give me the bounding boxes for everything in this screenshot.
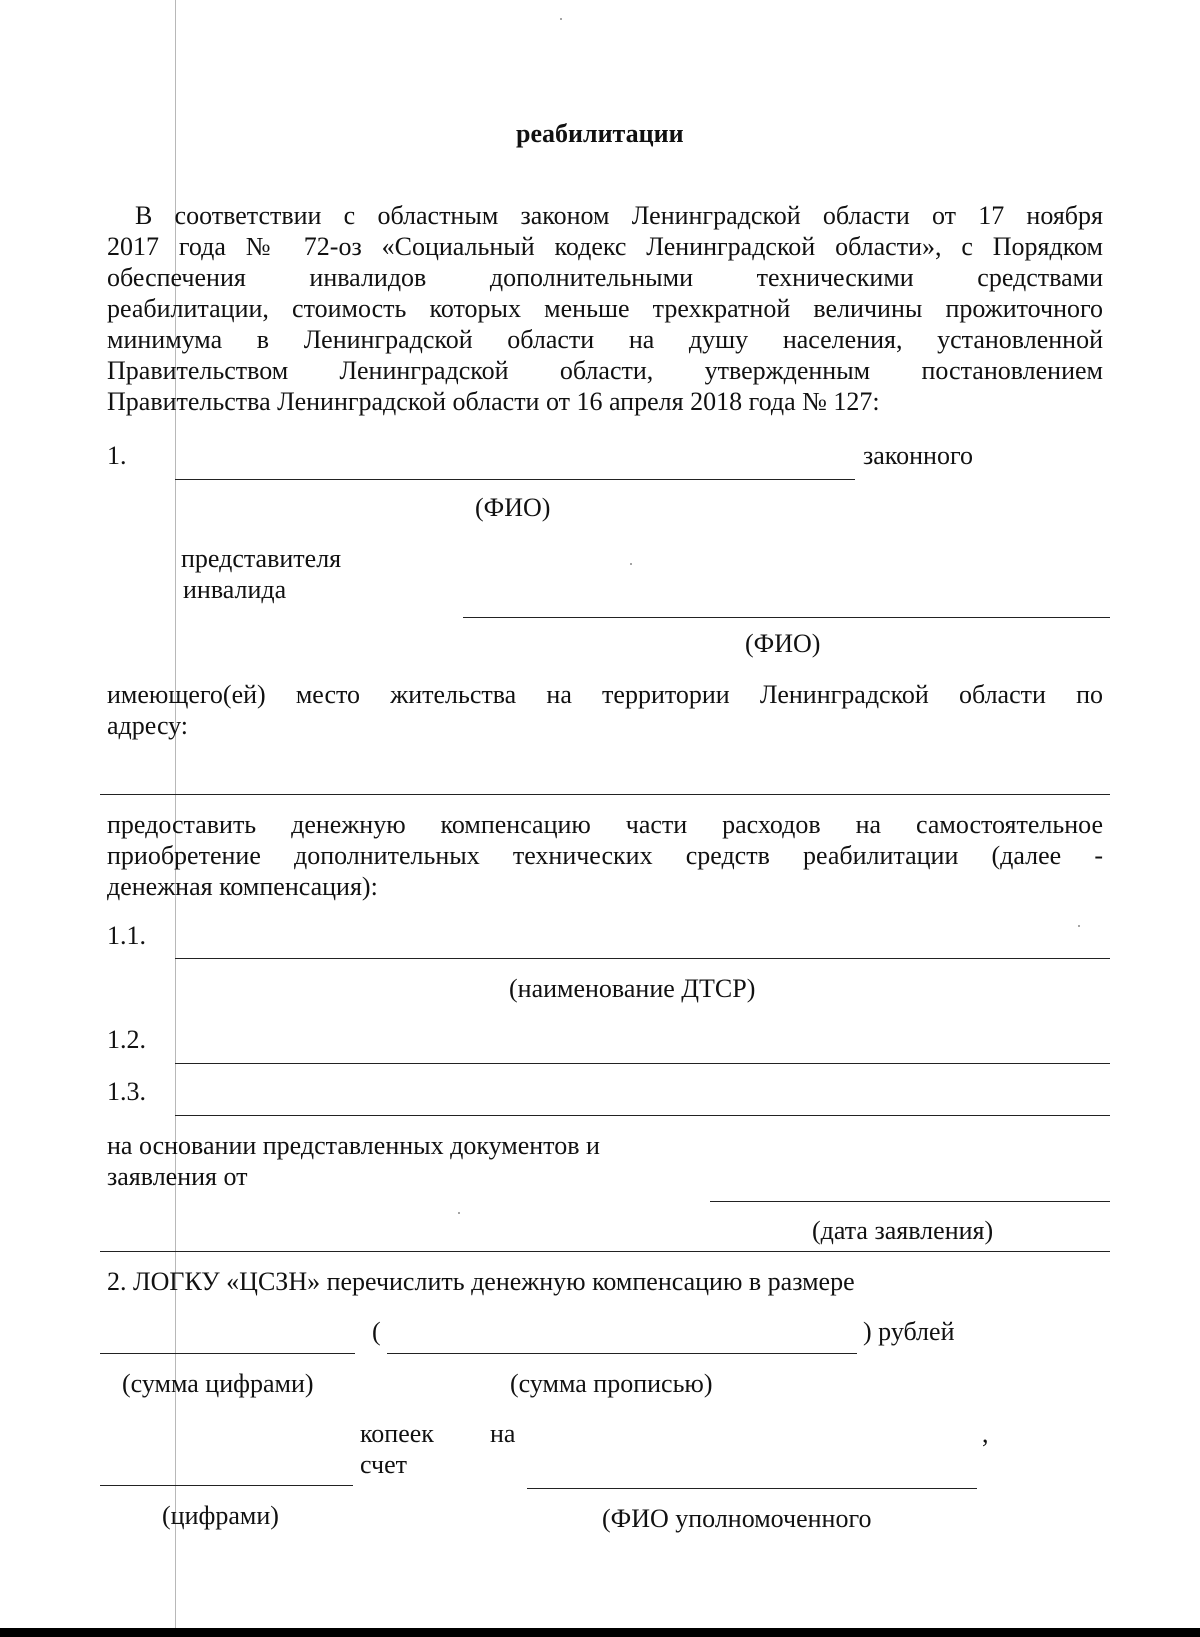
dtsr-name-line[interactable]	[175, 958, 1110, 959]
authorized-fio-line[interactable]	[527, 1488, 977, 1489]
subitem-number: 1.2.	[107, 1025, 146, 1054]
kopeck-label: копеек	[360, 1419, 434, 1448]
account-label: счет	[360, 1450, 407, 1479]
legal-word: законного	[863, 441, 973, 470]
page-title: реабилитации	[516, 119, 684, 148]
basis-line: заявления от	[107, 1162, 248, 1191]
scan-speck	[560, 18, 562, 20]
intro-line: минимума в Ленинградской области на душу населения, установленной	[107, 325, 1103, 354]
kopeck-digits-line[interactable]	[100, 1485, 353, 1486]
date-field-line[interactable]	[710, 1201, 1110, 1202]
dtsr-caption: (наименование ДТСР)	[509, 974, 756, 1003]
intro-line: обеспечения инвалидов дополнительными техническими средствами	[107, 263, 1103, 292]
residence-line: адресу:	[107, 711, 189, 740]
fio-field-line[interactable]	[175, 479, 855, 480]
address-field-line[interactable]	[100, 794, 1110, 795]
intro-line: реабилитации, стоимость которых меньше трехкратной величины прожиточного	[107, 294, 1103, 323]
sum-words-caption: (сумма прописью)	[510, 1369, 713, 1398]
subitem-number: 1.1.	[107, 921, 146, 950]
dtsr-line-3[interactable]	[175, 1115, 1110, 1116]
subitem-number: 1.3.	[107, 1077, 146, 1106]
fio-caption: (ФИО)	[745, 629, 821, 658]
fio-caption: (ФИО)	[475, 493, 551, 522]
scan-speck	[1078, 925, 1080, 927]
sum-digits-line[interactable]	[100, 1353, 355, 1354]
intro-line: 2017 года № 72-оз «Социальный кодекс Ленинградской области», с Порядком	[107, 232, 1103, 261]
provide-line: предоставить денежную компенсацию части расходов на самостоятельное	[107, 810, 1103, 839]
representative-label: инвалида	[183, 575, 287, 604]
section-divider	[100, 1251, 1110, 1252]
intro-line: В соответствии с областным законом Ленинградской области от 17 ноября	[135, 201, 1103, 230]
comma: ,	[982, 1419, 989, 1448]
open-paren: (	[372, 1317, 381, 1346]
provide-line: денежная компенсация):	[107, 872, 378, 901]
on-word: на	[490, 1419, 516, 1448]
item2-text: 2. ЛОГКУ «ЦСЗН» перечислить денежную компенсацию в размере	[107, 1267, 855, 1296]
representative-label: представителя	[181, 544, 342, 573]
item-number: 1.	[107, 441, 127, 470]
scan-speck	[630, 563, 632, 565]
scan-bottom-edge	[0, 1628, 1200, 1637]
digits-caption: (цифрами)	[162, 1501, 279, 1530]
rubles-suffix: ) рублей	[863, 1317, 955, 1346]
intro-line: Правительства Ленинградской области от 16 апреля 2018 года № 127:	[107, 387, 880, 416]
scan-speck	[458, 1212, 460, 1214]
provide-line: приобретение дополнительных технических средств реабилитации (далее -	[107, 841, 1103, 870]
sum-digits-caption: (сумма цифрами)	[122, 1369, 314, 1398]
representative-fio-line[interactable]	[463, 617, 1110, 618]
authorized-fio-caption: (ФИО уполномоченного	[602, 1504, 872, 1533]
residence-line: имеющего(ей) место жительства на территории Ленинградской области по	[107, 680, 1103, 709]
intro-line: Правительством Ленинградской области, утвержденным постановлением	[107, 356, 1103, 385]
dtsr-line-2[interactable]	[175, 1063, 1110, 1064]
basis-line: на основании представленных документов и	[107, 1131, 600, 1160]
date-caption: (дата заявления)	[812, 1216, 994, 1245]
sum-words-line[interactable]	[387, 1353, 857, 1354]
